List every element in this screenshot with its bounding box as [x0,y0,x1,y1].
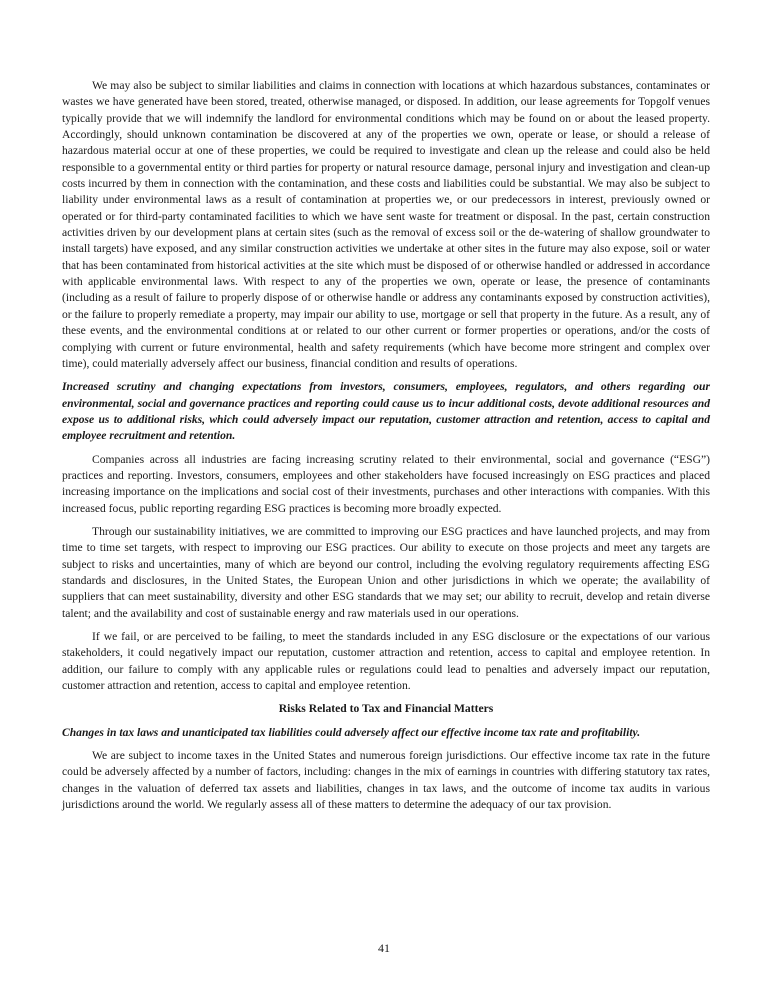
paragraph-environmental-liabilities: We may also be subject to similar liabilities and claims in connection with locations at which hazardous substances, contaminates or wastes we have generated have been stored, treated, otherwise managed, or disposed. In addition, our lease agreements for Topgolf venues typically provide that we will indemnify the landlord for environmental conditions which may be found on or about the leased property. Accordingly, should unknown contamination be discovered at any of the properties we own, operate or lease, or should a release of hazardous material occur at one of these properties, we could be required to investigate and clean up the release and could also be held responsible to a governmental entity or third parties for property or natural resource damage, personal injury and investigation and clean-up costs incurred by them in connection with the contamination, and these costs and liabilities could be substantial. We may also be subject to liability under environmental laws as a result of contamination at properties we, or our predecessors in interest, previously owned or operated or for third-party contaminated facilities to which we have sent waste for treatment or disposal. In the past, certain construction activities driven by our development plans at certain sites (such as the removal of excess soil or the de-watering of shallow groundwater to install targets) have exposed, and any similar construction activities we undertake at other sites in the future may also expose, soil or water that has been contaminated from historical activities at the site which must be disposed of or otherwise handled or addressed in accordance with applicable environmental laws. With respect to any of the properties we own, operate or lease, the presence of contaminants (including as a result of failure to properly dispose of or otherwise handle or address any contaminants exposed by construction activities), or the failure to properly remediate a property, may impair our ability to use, mortgage or sell that property in the future. As a result, any of these events, and the environmental conditions at or related to our other current or former properties or operations, and/or the costs of complying with current or future environmental, health and safety requirements (which have become more stringent and complex over time), could materially adversely affect our business, financial condition and results of operations. [62,79,710,370]
document-page [62,78,710,820]
paragraph-esg-failure: If we fail, or are perceived to be failing, to meet the standards included in any ESG disclosure or the expectations of our various stakeholders, it could negatively impact our reputation, customer attraction and retention, access to capital and employee retention. In addition, our failure to comply with any applicable rules or regulations could lead to penalties and adversely impact our reputation, customer attraction and retention, access to capital and employee retention. [62,630,710,693]
page-number: 41 [378,941,390,955]
paragraph-income-taxes: We are subject to income taxes in the United States and numerous foreign jurisdictions. Our effective income tax rate in the future could be adversely affected by a number of factors, including: changes in the mix of earnings in countries with differing statutory tax rates, changes in the valuation of deferred tax assets and liabilities, changes in tax laws, and the outcome of income tax audits in various jurisdictions around the world. We regularly assess all of these matters to determine the adequacy of our tax provision. [62,749,710,812]
paragraph-sustainability-initiatives: Through our sustainability initiatives, we are committed to improving our ESG practices and have launched projects, and may from time to time set targets, with respect to improving our ESG practices. Our ability to execute on those projects and meet any targets are subject to risks and uncertainties, many of which are beyond our control, including the evolving regulatory requirements affecting ESG standards and disclosures, in the United States, the European Union and other jurisdictions in which we operate; the availability of suppliers that can meet sustainability, diversity and other ESG standards that we may set; our ability to recruit, develop and retain diverse talent; and the availability and cost of sustainable energy and raw materials used in our operations. [62,524,710,620]
risk-factor-heading-esg: Increased scrutiny and changing expectations from investors, consumers, employees, regulators, and others regarding our environmental, social and governance practices and reporting could cause us to incur additional costs, devote additional resources and expose us to additional risks, which could adversely impact our reputation, customer attraction and retention, access to capital and employee recruitment and retention. [62,380,710,443]
section-heading-tax-financial: Risks Related to Tax and Financial Matters [278,702,494,716]
paragraph-esg-scrutiny: Companies across all industries are facing increasing scrutiny related to their environmental, social and governance (“ESG”) practices and reporting. Investors, consumers, employees and other stakeholders have focused increasingly on ESG practices and placed increasing importance on the implications and social cost of their investments, purchases and other interactions with companies. With this increased focus, public reporting regarding ESG practices is becoming more broadly expected. [62,452,710,515]
risk-factor-heading-tax: Changes in tax laws and unanticipated tax liabilities could adversely affect our effective income tax rate and profitability. [62,725,641,739]
